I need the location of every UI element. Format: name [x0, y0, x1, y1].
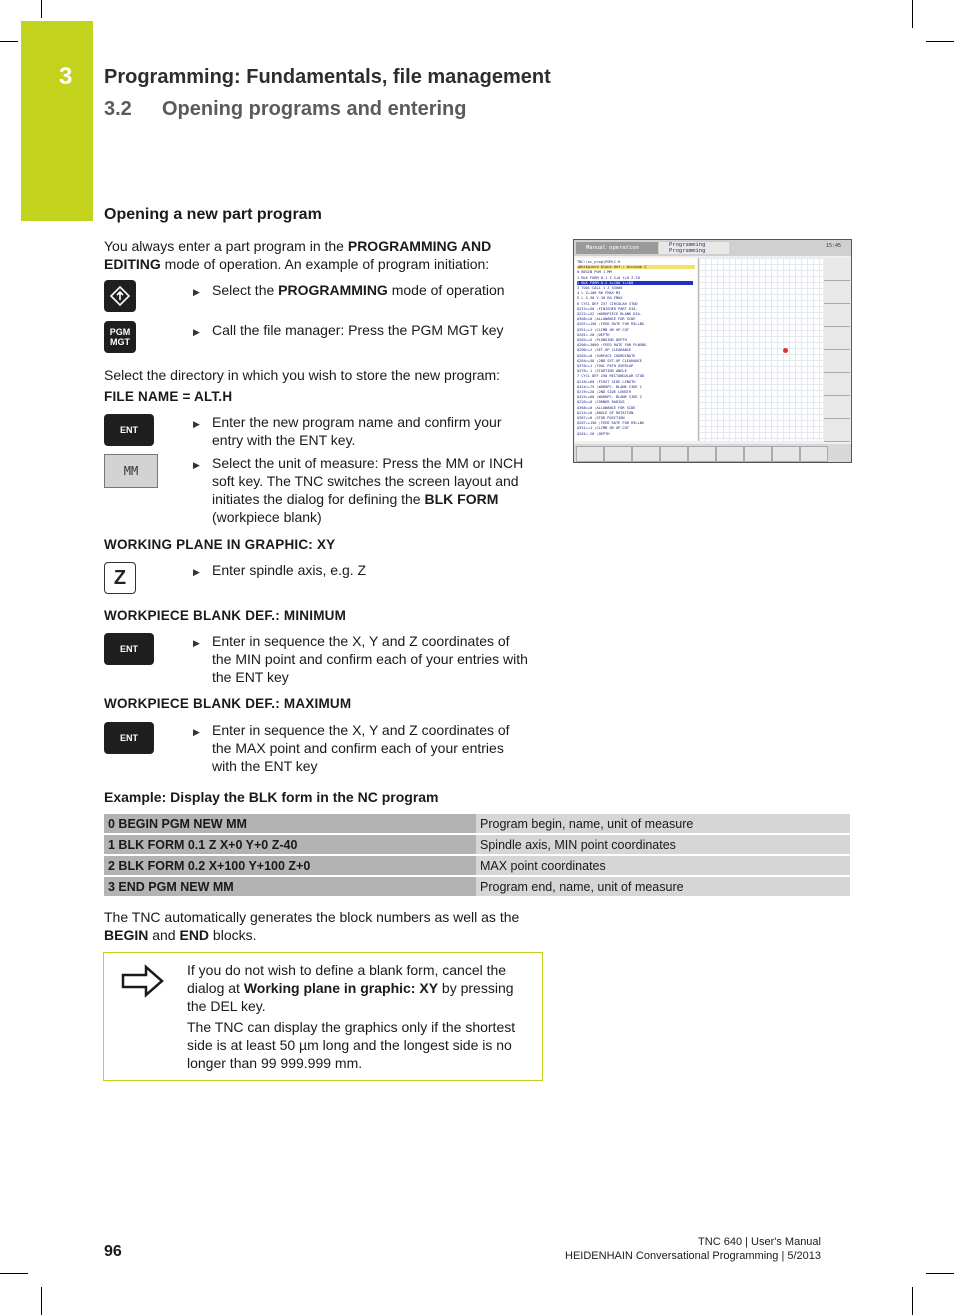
- nc-block-description: MAX point coordinates: [476, 856, 850, 875]
- section-title: [104, 98, 466, 121]
- program-line: Q206=+3000 ;FEED RATE FOR PLNGNG: [577, 343, 647, 348]
- z-axis-key[interactable]: Z: [104, 562, 136, 594]
- tnc-screenshot: [573, 239, 852, 463]
- program-line: 0 BEGIN PGM 1 MM: [577, 270, 612, 275]
- tool-position-marker: [783, 348, 788, 353]
- crop-mark: [926, 1273, 954, 1274]
- blank-min-label: WORKPIECE BLANK DEF.: MINIMUM: [104, 608, 347, 623]
- footer-line-1: TNC 640 | User's Manual: [698, 1236, 821, 1248]
- crop-mark: [912, 0, 913, 28]
- step-select-unit: ▶ Select the unit of measure: Press the MM or INCH soft key. The TNC switches the screen layout and initiates the dialog for defining the BLK FORM (workpiece blank): [212, 454, 547, 526]
- program-line: 5 L X-30 Y-30 R0 FMAX: [577, 296, 623, 301]
- step-enter-max: ▶ Enter in sequence the X, Y and Z coordinates of the MAX point and confirm each of your entries with the ENT key: [212, 721, 532, 775]
- note-arrow-icon: [120, 963, 166, 999]
- program-listing: [575, 258, 697, 441]
- crop-mark: [41, 1287, 42, 1315]
- programming-mode-key[interactable]: [104, 280, 136, 312]
- program-line: Q351=+1 ;CLIMB OR UP-CUT: [577, 327, 629, 332]
- horizontal-softkeys: [574, 444, 851, 462]
- program-line: Q204=+50 ;2ND SET-UP CLEARANCE: [577, 358, 642, 363]
- crop-mark: [0, 41, 18, 42]
- table-row: [104, 814, 850, 833]
- program-line: 4 L Z+100 R0 FMAX M3: [577, 291, 621, 296]
- program-line: Q202=+5 ;PLUNGING DEPTH: [577, 338, 627, 342]
- chapter-number: 3: [59, 63, 73, 90]
- ent-key[interactable]: ENT: [104, 722, 154, 754]
- example-table: [104, 812, 850, 898]
- nc-block: 2 BLK FORM 0.2 X+100 Y+100 Z+0: [104, 856, 476, 875]
- graphics-window: [698, 258, 823, 441]
- program-line: TNC:\nc_prog\PGM\1.H: [577, 260, 621, 264]
- program-line: Q376=-1 ;STARTING ANGLE: [577, 369, 627, 374]
- nc-block: 3 END PGM NEW MM: [104, 877, 476, 896]
- table-row: [104, 877, 850, 896]
- footer-line-2: HEIDENHAIN Conversational Programming | 5/2013: [565, 1250, 821, 1262]
- nc-block-description: Spindle axis, MIN point coordinates: [476, 835, 850, 854]
- program-line: Q207=+150 ;FEED RATE FOR MILLNG: [577, 322, 645, 327]
- table-row: [104, 835, 850, 854]
- program-line: Q370=+1 ;TOOL PATH OVERLAP: [577, 364, 634, 368]
- program-line: +Workpiece blank def.: minimum Z: [577, 265, 695, 269]
- nc-block: 0 BEGIN PGM NEW MM: [104, 814, 476, 833]
- note-box: [103, 952, 543, 1081]
- mode-manual-operation: Manual operation: [576, 242, 658, 254]
- page-number: 96: [104, 1243, 122, 1260]
- program-line: Q203=+0 ;SURFACE COORDINATE: [577, 353, 636, 358]
- program-line: Q220=+0 ;CORNER RADIUS: [577, 400, 625, 405]
- program-line: Q368=+0 ;ALLOWANCE FOR SIDE: [577, 405, 636, 410]
- section-number: 3.2: [104, 98, 132, 120]
- step-enter-spindle: ▶ Enter spindle axis, e.g. Z: [212, 561, 552, 579]
- program-line: Q200=+2 ;SET-UP CLEARANCE: [577, 348, 632, 353]
- select-directory-text: Select the directory in which you wish to store the new program:: [104, 367, 501, 383]
- programming-mode-icon: [109, 285, 131, 307]
- program-line: 2 BLK FORM 0.2 X+100 Y+100: [577, 281, 693, 285]
- step-select-programming: ▶ Select the PROGRAMMING mode of operation: [212, 281, 552, 299]
- step-call-file-manager: ▶ Call the file manager: Press the PGM MGT key: [212, 321, 552, 339]
- program-line: Q223=+50 ;FINISHED PART DIA.: [577, 306, 638, 311]
- crop-mark: [912, 1287, 913, 1315]
- crop-mark: [926, 41, 954, 42]
- program-line: Q207=+150 ;FEED RATE FOR MILLNG: [577, 421, 645, 426]
- chapter-tab: [21, 21, 93, 221]
- ent-key[interactable]: ENT: [104, 633, 154, 665]
- program-line: Q367=+0 ;STUD POSITION: [577, 416, 625, 420]
- program-line: Q368=+0 ;ALLOWANCE FOR SIDE: [577, 317, 636, 322]
- note-paragraph-1: If you do not wish to define a blank form, cancel the dialog at Working plane in graphic: XY by pressing the DEL key.: [187, 962, 514, 1014]
- nc-block-description: Program end, name, unit of measure: [476, 877, 850, 896]
- program-line: Q351=+1 ;CLIMB OR UP-CUT: [577, 426, 629, 431]
- screenshot-clock: 15:45: [826, 243, 842, 249]
- file-name-label: FILE NAME = ALT.H: [104, 389, 233, 404]
- subsection-heading: Opening a new part program: [104, 206, 322, 223]
- step-enter-name: ▶ Enter the new program name and confirm your entry with the ENT key.: [212, 413, 532, 449]
- crop-mark: [0, 1273, 28, 1274]
- pgm-mgt-key[interactable]: PGM MGT: [104, 321, 136, 353]
- section-name: Opening programs and entering: [162, 98, 467, 120]
- crop-mark: [41, 0, 42, 18]
- program-line: Q224=+0 ;ANGLE OF ROTATION: [577, 410, 634, 415]
- program-line: 6 CYCL DEF 257 CIRCULAR STUD: [577, 301, 638, 306]
- program-line: Q201=-20 ;DEPTH: [577, 431, 610, 436]
- program-line: Q201=-20 ;DEPTH: [577, 332, 610, 337]
- program-line: Q218=+60 ;FIRST SIDE LENGTH: [577, 379, 636, 384]
- program-line: 3 TOOL CALL 1 Z S5000: [577, 286, 623, 290]
- program-line: Q219=+20 ;2ND SIDE LENGTH: [577, 390, 632, 394]
- nc-block: 1 BLK FORM 0.1 Z X+0 Y+0 Z-40: [104, 835, 476, 854]
- step-enter-min: ▶ Enter in sequence the X, Y and Z coordinates of the MIN point and confirm each of your entries with the ENT key: [212, 632, 532, 686]
- blank-max-label: WORKPIECE BLANK DEF.: MAXIMUM: [104, 696, 352, 711]
- intro-paragraph: You always enter a part program in the PROGRAMMING AND EDITING mode of operation. An example of program initiation:: [104, 238, 492, 272]
- program-line: 1 BLK FORM 0.1 Z X+0 Y+0 Z-20: [577, 275, 640, 280]
- mode-programming: Programming Programming: [659, 242, 729, 254]
- chapter-title: Programming: Fundamentals, file management: [104, 66, 551, 88]
- note-paragraph-2: The TNC can display the graphics only if the shortest side is at least 50 µm long and the longest side is no longer than 99 999.999 mm.: [187, 1019, 516, 1071]
- ent-key[interactable]: ENT: [104, 414, 154, 446]
- mm-softkey[interactable]: MM: [104, 454, 158, 488]
- program-line: Q222=+52 ;WORKPIECE BLANK DIA.: [577, 312, 642, 316]
- table-row: [104, 856, 850, 875]
- example-title: Example: Display the BLK form in the NC program: [104, 789, 439, 805]
- program-line: Q424=+75 ;WORKPC. BLANK SIDE 1: [577, 384, 642, 389]
- program-line: 7 CYCL DEF 256 RECTANGULAR STUD: [577, 374, 645, 379]
- program-line: Q425=+60 ;WORKPC. BLANK SIDE 2: [577, 395, 642, 400]
- working-plane-label: WORKING PLANE IN GRAPHIC: XY: [104, 537, 336, 552]
- nc-block-description: Program begin, name, unit of measure: [476, 814, 850, 833]
- auto-numbering-text: The TNC automatically generates the block numbers as well as the BEGIN and END blocks.: [104, 909, 520, 943]
- vertical-softkeys: [824, 258, 850, 441]
